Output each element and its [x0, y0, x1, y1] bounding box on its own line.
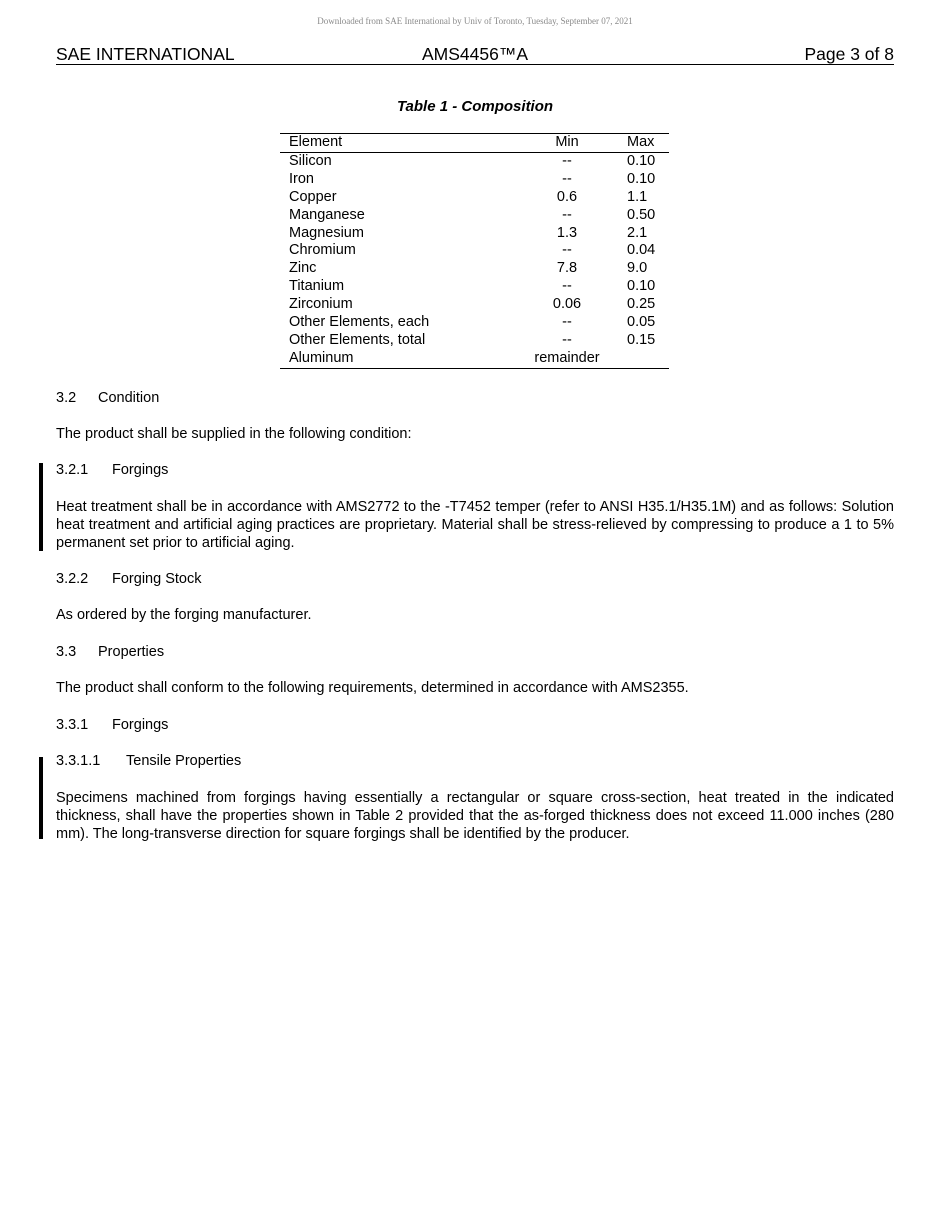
cell-max — [617, 350, 669, 368]
cell-min: remainder — [517, 350, 617, 368]
cell-max: 0.10 — [627, 278, 656, 295]
section-number: 3.2 — [56, 390, 77, 406]
cell-max: 0.50 — [627, 206, 656, 223]
section-heading-3-2 — [56, 389, 159, 407]
table-row — [280, 332, 669, 350]
header-org: SAE INTERNATIONAL — [56, 44, 235, 64]
table-row — [280, 207, 669, 225]
table-row — [280, 171, 669, 189]
cell-min: -- — [562, 206, 572, 223]
cell-min: -- — [562, 170, 572, 187]
table-header-row — [280, 134, 669, 153]
table-title: Table 1 - Composition — [396, 98, 554, 115]
cell-element: Other Elements, total — [289, 331, 426, 348]
cell-min: -- — [562, 152, 572, 169]
cell-element: Other Elements, each — [289, 314, 430, 331]
cell-min: -- — [562, 331, 572, 348]
cell-max: 0.25 — [627, 296, 656, 313]
cell-element: Zirconium — [289, 296, 353, 313]
cell-max: 0.10 — [627, 170, 656, 187]
cell-max: 9.0 — [627, 260, 648, 277]
header-doc-id: AMS4456™A — [421, 44, 529, 64]
cell-element: Manganese — [289, 206, 365, 223]
cell-element: Titanium — [289, 278, 345, 295]
table-row — [280, 278, 669, 296]
header-page-number: Page 3 of 8 — [804, 44, 894, 64]
cell-element: Magnesium — [289, 224, 364, 241]
paragraph-3-2: The product shall be supplied in the following condition: — [56, 426, 412, 442]
section-heading-3-2-2 — [56, 570, 201, 588]
page-header — [56, 44, 894, 65]
table-row — [280, 260, 669, 278]
paragraph-3-2-2: As ordered by the forging manufacturer. — [56, 607, 312, 623]
section-title: Forgings — [112, 717, 169, 733]
section-number: 3.3.1 — [56, 717, 89, 733]
column-header-max: Max — [617, 134, 669, 153]
section-heading-3-3 — [56, 643, 164, 661]
cell-min: -- — [562, 314, 572, 331]
cell-element: Copper — [289, 188, 337, 205]
cell-max: 0.15 — [627, 331, 656, 348]
download-watermark: Downloaded from SAE International by Univ of Toronto, Tuesday, September 07, 2021 — [317, 16, 633, 26]
section-heading-3-3-1-1 — [56, 752, 241, 770]
section-title: Forging Stock — [112, 571, 202, 587]
column-header-element: Element — [280, 134, 517, 153]
cell-element: Chromium — [289, 242, 356, 259]
cell-element: Aluminum — [280, 350, 517, 368]
cell-max: 0.04 — [627, 242, 656, 259]
cell-min: 0.6 — [556, 188, 578, 205]
paragraph-3-3: The product shall conform to the following requirements, determined in accordance with AMS2355. — [56, 680, 689, 696]
cell-element: Silicon — [289, 152, 332, 169]
table-row — [280, 350, 669, 368]
cell-min: 7.8 — [556, 260, 578, 277]
section-number: 3.3 — [56, 644, 77, 660]
section-title: Forgings — [112, 462, 169, 478]
revision-change-bar — [39, 757, 43, 839]
table-row — [280, 296, 669, 314]
cell-min: -- — [562, 242, 572, 259]
composition-table — [280, 133, 669, 369]
cell-element: Zinc — [289, 260, 317, 277]
cell-element: Iron — [289, 170, 314, 187]
table-row — [280, 242, 669, 260]
section-heading-3-3-1 — [56, 716, 168, 734]
cell-max: 2.1 — [627, 224, 648, 241]
paragraph-3-3-1-1: Specimens machined from forgings having essentially a rectangular or square cross-section, heat treated in the indicated thickness, shall have the properties shown in Table 2 provided that the as-forged thickness does not exceed 11.000 inches (280 mm). The long-transverse direction for square forgings shall be identified by the producer. — [56, 790, 894, 842]
cell-min: 0.06 — [552, 296, 582, 313]
cell-max: 1.1 — [627, 188, 648, 205]
section-number: 3.3.1.1 — [56, 753, 101, 769]
table-row — [280, 225, 669, 243]
revision-change-bar — [39, 463, 43, 551]
table-row — [280, 152, 669, 170]
column-header-min: Min — [517, 134, 617, 153]
section-title: Condition — [98, 390, 160, 406]
section-number: 3.2.1 — [56, 462, 89, 478]
cell-max: 0.10 — [627, 152, 656, 169]
cell-max: 0.05 — [627, 314, 656, 331]
cell-min: 1.3 — [556, 224, 578, 241]
section-title: Tensile Properties — [126, 753, 242, 769]
cell-min: -- — [562, 278, 572, 295]
paragraph-3-2-1: Heat treatment shall be in accordance with AMS2772 to the -T7452 temper (refer to ANSI H35.1/H35.1M) and as follows: Solution heat treatment and artificial aging practices are proprietary. Material shall be stress-relieved by compressing to produce a 1 to 5% permanent set prior to artificial aging. — [56, 499, 894, 551]
table-row — [280, 314, 669, 332]
section-number: 3.2.2 — [56, 571, 89, 587]
section-title: Properties — [98, 644, 165, 660]
section-heading-3-2-1 — [56, 461, 168, 479]
table-row — [280, 189, 669, 207]
